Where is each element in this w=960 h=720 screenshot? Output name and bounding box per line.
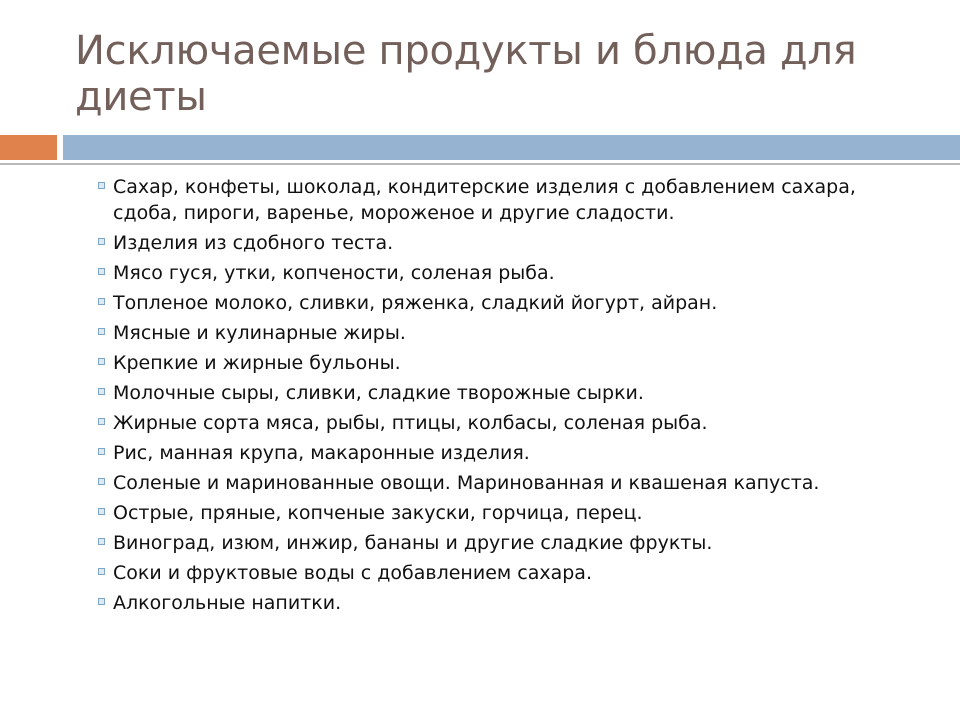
list-item-text: Топленое молоко, сливки, ряженка, сладкий йогурт, айран. (113, 292, 718, 314)
list-item (97, 320, 937, 346)
list-item-text: Молочные сыры, сливки, сладкие творожные сырки. (113, 382, 644, 404)
list-item (97, 350, 937, 376)
list-item-text: Мясо гуся, утки, копчености, соленая рыба. (113, 262, 555, 284)
square-bullet-icon (98, 388, 105, 395)
list-item-text: Крепкие и жирные бульоны. (113, 352, 401, 374)
list-item-text: Мясные и кулинарные жиры. (113, 322, 406, 344)
square-bullet-icon (98, 182, 105, 189)
list-item (97, 470, 937, 496)
list-item (97, 290, 937, 316)
square-bullet-icon (98, 508, 105, 515)
square-bullet-icon (98, 268, 105, 275)
divider-line (0, 163, 960, 165)
excluded-foods-list (97, 174, 937, 620)
list-item-text: Соки и фруктовые воды с добавлением сахара. (113, 562, 592, 584)
list-item-text: Жирные сорта мяса, рыбы, птицы, колбасы, соленая рыба. (113, 412, 708, 434)
square-bullet-icon (98, 598, 105, 605)
list-item (97, 410, 937, 436)
square-bullet-icon (98, 478, 105, 485)
square-bullet-icon (98, 538, 105, 545)
list-item (97, 174, 937, 226)
list-item-text: Рис, манная крупа, макаронные изделия. (113, 442, 530, 464)
list-item (97, 560, 937, 586)
list-item (97, 260, 937, 286)
list-item (97, 380, 937, 406)
list-item-text: Острые, пряные, копченые закуски, горчица, перец. (113, 502, 643, 524)
square-bullet-icon (98, 358, 105, 365)
list-item (97, 590, 937, 616)
list-item (97, 440, 937, 466)
list-item-text: Алкогольные напитки. (113, 592, 342, 614)
square-bullet-icon (98, 448, 105, 455)
list-item-text: Соленые и маринованные овощи. Маринованная и квашеная капуста. (113, 472, 820, 494)
square-bullet-icon (98, 568, 105, 575)
list-item-text: Изделия из сдобного теста. (113, 232, 394, 254)
list-item (97, 500, 937, 526)
list-item (97, 530, 937, 556)
square-bullet-icon (98, 418, 105, 425)
square-bullet-icon (98, 238, 105, 245)
list-item-text: Сахар, конфеты, шоколад, кондитерские изделия с добавлением сахара, сдоба, пироги, варенье, мороженое и другие сладости. (113, 176, 856, 224)
slide-title: Исключаемые продукты и блюда для диеты (75, 28, 857, 120)
list-item-text: Виноград, изюм, инжир, бананы и другие сладкие фрукты. (113, 532, 713, 554)
accent-bar-orange (0, 135, 57, 160)
list-item (97, 230, 937, 256)
square-bullet-icon (98, 298, 105, 305)
square-bullet-icon (98, 328, 105, 335)
accent-bar-blue (63, 135, 960, 160)
